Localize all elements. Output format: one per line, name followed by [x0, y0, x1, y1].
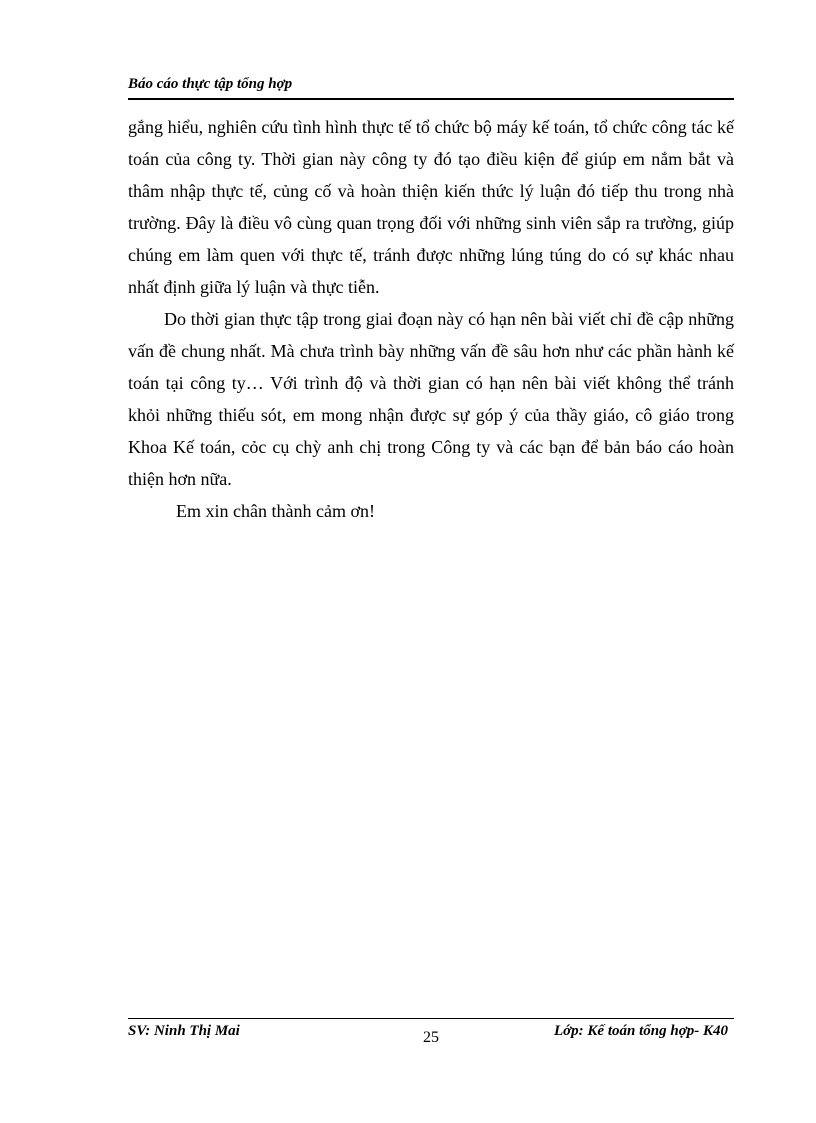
header-title: Báo cáo thực tập tổng hợp [128, 76, 293, 92]
page-footer [128, 1018, 734, 1059]
document-body [128, 111, 734, 527]
paragraph-1: gắng hiểu, nghiên cứu tình hình thực tế tổ chức bộ máy kế toán, tổ chức công tác kế toán của công ty. Thời gian này công ty đó tạo điều kiện để giúp em nắm bắt và thâm nhập thực tế, củng cố và hoàn thiện kiến thức lý luận đó tiếp thu trong nhà trường. Đây là điều vô cùng quan trọng đối với những sinh viên sắp ra trường, giúp chúng em làm quen với thực tế, tránh được những lúng túng do có sự khác nhau nhất định giữa lý luận và thực tiễn. [128, 117, 734, 297]
paragraph-2: Do thời gian thực tập trong giai đoạn này có hạn nên bài viết chỉ đề cập những vấn đề chung nhất. Mà chưa trình bày những vấn đề sâu hơn như các phần hành kế toán tại công ty… Với trình độ và thời gian có hạn nên bài viết không thể tránh khỏi những thiếu sót, em mong nhận được sự góp ý của thầy giáo, cô giáo trong Khoa Kế toán, cỏc cụ chỳ anh chị trong Công ty và các bạn để bản báo cáo hoàn thiện hơn nữa. [128, 309, 734, 489]
footer-class: Lớp: Kế toán tổng hợp- K40 [553, 1023, 728, 1039]
closing-line: Em xin chân thành cảm ơn! [176, 501, 375, 521]
page-number: 25 [423, 1029, 439, 1046]
footer-student-name: SV: Ninh Thị Mai [128, 1023, 240, 1039]
page-header [128, 76, 734, 100]
